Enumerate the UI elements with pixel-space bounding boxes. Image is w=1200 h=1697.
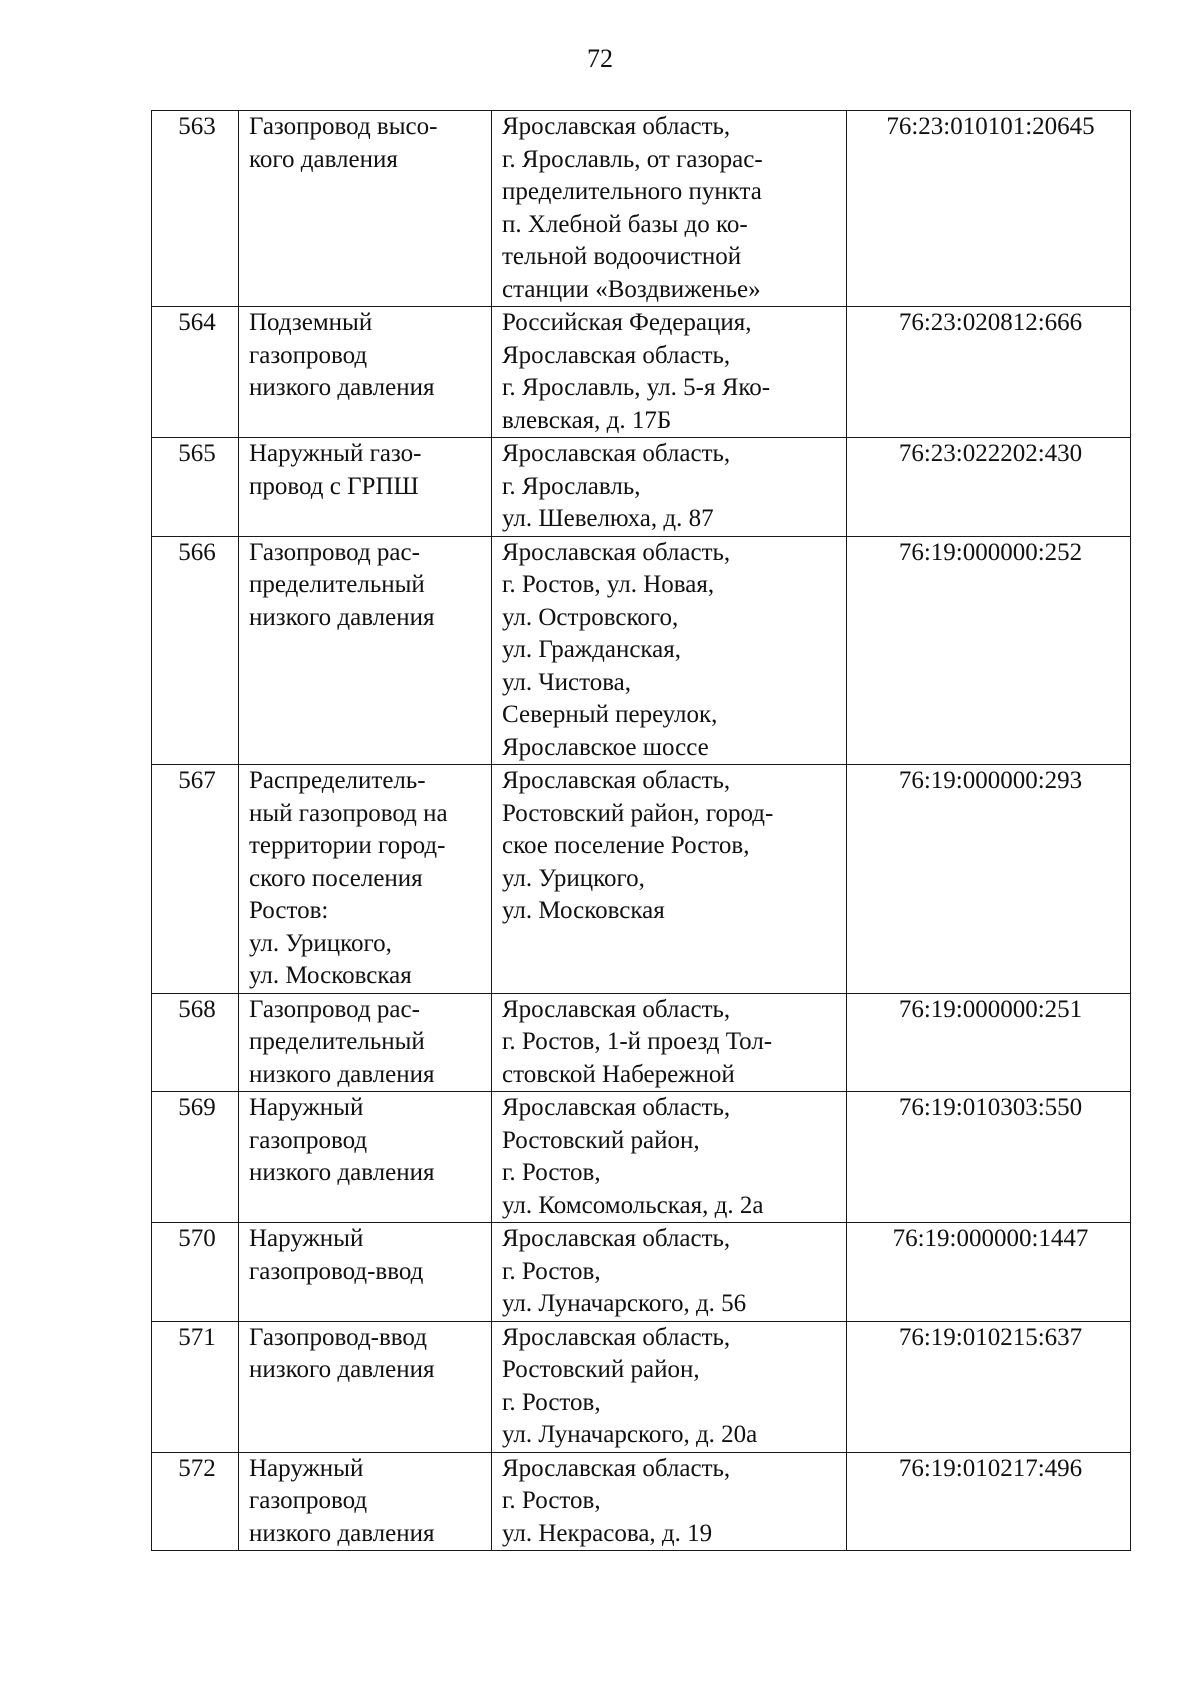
object-name: Наружный газопровод-ввод: [239, 1223, 492, 1322]
table-row: [152, 1223, 1131, 1322]
object-address: Ярославская область, Ростовский район, г. Ростов, ул. Комсомольская, д. 2а: [492, 1092, 847, 1223]
object-address: Ярославская область, г. Ярославль, ул. Шевелюха, д. 87: [492, 438, 847, 537]
row-number: 572: [152, 1452, 239, 1551]
object-name: Подземный газопровод низкого давления: [239, 307, 492, 438]
row-number: 566: [152, 536, 239, 765]
page-number: 72: [587, 44, 613, 73]
cadastral-number: 76:19:010215:637: [847, 1321, 1131, 1452]
cadastral-number: 76:19:000000:252: [847, 536, 1131, 765]
row-number: 570: [152, 1223, 239, 1322]
object-name: Газопровод рас- пределительный низкого давления: [239, 536, 492, 765]
object-name: Газопровод-ввод низкого давления: [239, 1321, 492, 1452]
registry-table: [151, 110, 1131, 1551]
object-name: Наружный газо- провод с ГРПШ: [239, 438, 492, 537]
row-number: 565: [152, 438, 239, 537]
object-address: Ярославская область, г. Ростов, ул. Новая, ул. Островского, ул. Гражданская, ул. Чистова, Северный переулок, Ярославское шоссе: [492, 536, 847, 765]
table-row: [152, 1452, 1131, 1551]
row-number: 569: [152, 1092, 239, 1223]
object-name: Газопровод рас- пределительный низкого давления: [239, 993, 492, 1092]
cadastral-number: 76:23:010101:20645: [847, 111, 1131, 307]
table-row: [152, 307, 1131, 438]
object-address: Ярославская область, Ростовский район, город- ское поселение Ростов, ул. Урицкого, ул. Московская: [492, 765, 847, 994]
object-address: Ярославская область, г. Ростов, 1-й проезд Тол- стовской Набережной: [492, 993, 847, 1092]
object-address: Ярославская область, г. Ярославль, от газорас- пределительного пункта п. Хлебной базы до ко- тельной водоочистной станции «Воздвиженье»: [492, 111, 847, 307]
table-row: [152, 765, 1131, 994]
cadastral-number: 76:19:000000:1447: [847, 1223, 1131, 1322]
cadastral-number: 76:19:010303:550: [847, 1092, 1131, 1223]
row-number: 567: [152, 765, 239, 994]
table-row: [152, 1321, 1131, 1452]
table-row: [152, 438, 1131, 537]
object-address: Российская Федерация, Ярославская область, г. Ярославль, ул. 5-я Яко- влевская, д. 17Б: [492, 307, 847, 438]
object-address: Ярославская область, Ростовский район, г. Ростов, ул. Луначарского, д. 20а: [492, 1321, 847, 1452]
cadastral-number: 76:19:000000:293: [847, 765, 1131, 994]
cadastral-number: 76:23:020812:666: [847, 307, 1131, 438]
cadastral-number: 76:19:010217:496: [847, 1452, 1131, 1551]
object-name: Газопровод высо- кого давления: [239, 111, 492, 307]
object-address: Ярославская область, г. Ростов, ул. Некрасова, д. 19: [492, 1452, 847, 1551]
object-name: Наружный газопровод низкого давления: [239, 1452, 492, 1551]
object-name: Распределитель- ный газопровод на территории город- ского поселения Ростов: ул. Урицкого, ул. Московская: [239, 765, 492, 994]
table-row: [152, 111, 1131, 307]
table-row: [152, 993, 1131, 1092]
object-name: Наружный газопровод низкого давления: [239, 1092, 492, 1223]
cadastral-number: 76:23:022202:430: [847, 438, 1131, 537]
table-row: [152, 1092, 1131, 1223]
object-address: Ярославская область, г. Ростов, ул. Луначарского, д. 56: [492, 1223, 847, 1322]
cadastral-number: 76:19:000000:251: [847, 993, 1131, 1092]
row-number: 564: [152, 307, 239, 438]
row-number: 571: [152, 1321, 239, 1452]
row-number: 568: [152, 993, 239, 1092]
table-row: [152, 536, 1131, 765]
row-number: 563: [152, 111, 239, 307]
